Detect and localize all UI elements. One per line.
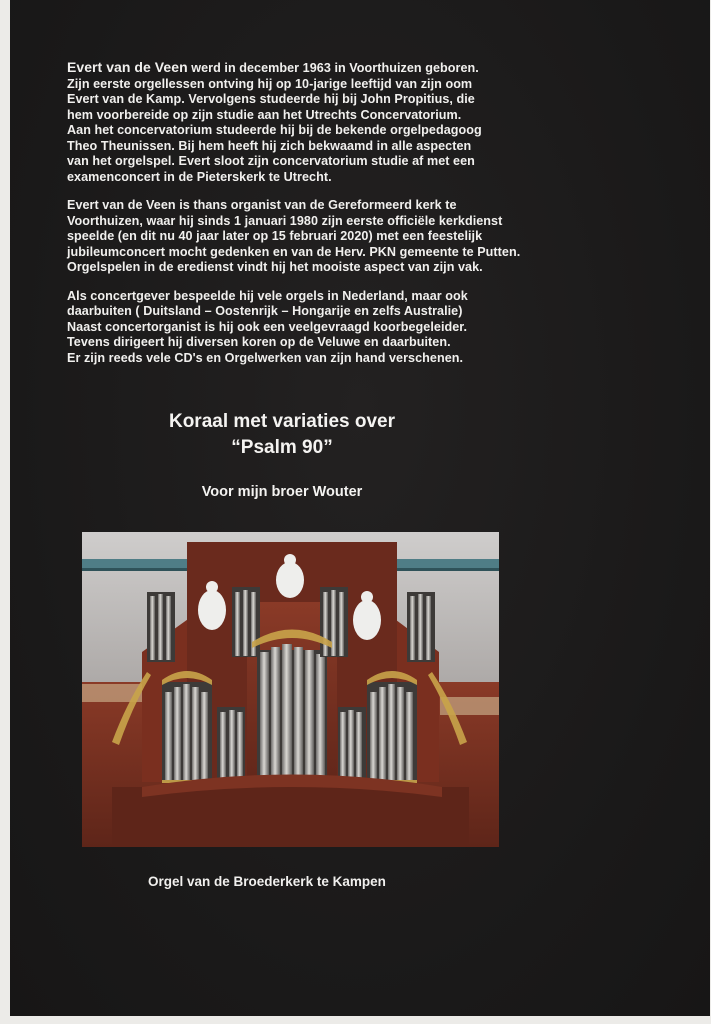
photo-caption: Orgel van de Broederkerk te Kampen <box>148 874 386 889</box>
organ-illustration <box>82 532 499 847</box>
piece-title-line-1: Koraal met variaties over <box>168 411 395 432</box>
piece-title-line-2: “Psalm 90” <box>231 437 333 458</box>
booklet-page <box>10 0 710 1018</box>
organ-photo <box>82 532 499 847</box>
biography <box>67 60 567 379</box>
page-edge <box>0 1016 711 1024</box>
dedication: Voor mijn broer Wouter <box>201 484 363 500</box>
bio-paragraph-1-text: werd in december 1963 in Voorthuizen geboren. Zijn eerste orgellessen ontving hij op 10-jarige leeftijd van zijn oom Evert van de Kamp. Vervolgens studeerde hij bij John Propitius, die hem voorbereide op zijn studie aan het Utrechts Concervatorium. Aan het concervatorium studeerde hij bij de bekende orgelpedagoog Theo Theunissen. Bij hem heeft hij zich bekwaamd in alle aspecten van het orgelspel. Evert sloot zijn concervatorium studie af met een examenconcert in de Pieterskerk te Utrecht. <box>67 61 482 184</box>
bio-paragraph-3: Als concertgever bespeelde hij vele orgels in Nederland, maar ook daarbuiten ( Duitsland – Oostenrijk – Hongarije en zelfs Australie) Naast concertorganist is hij ook een veelgevraagd koorbegeleider. Tevens dirigeert hij diversen koren op de Veluwe en daarbuiten. Er zijn reeds vele CD's en Orgelwerken van zijn hand verschenen. <box>67 288 468 365</box>
bio-paragraph-1 <box>67 60 567 185</box>
organist-name: Evert van de Veen <box>67 59 188 75</box>
bio-paragraph-2: Evert van de Veen is thans organist van de Gereformeerd kerk te Voorthuizen, waar hij sinds 1 januari 1980 zijn eerste officiële kerkdienst speelde (en dit nu 40 jaar later op 15 februari 2020) met een feestelijk jubileumconcert mocht gedenken en van de Herv. PKN gemeente te Putten. Orgelspelen in de eredienst vindt hij het mooiste aspect van zijn vak. <box>67 198 521 274</box>
